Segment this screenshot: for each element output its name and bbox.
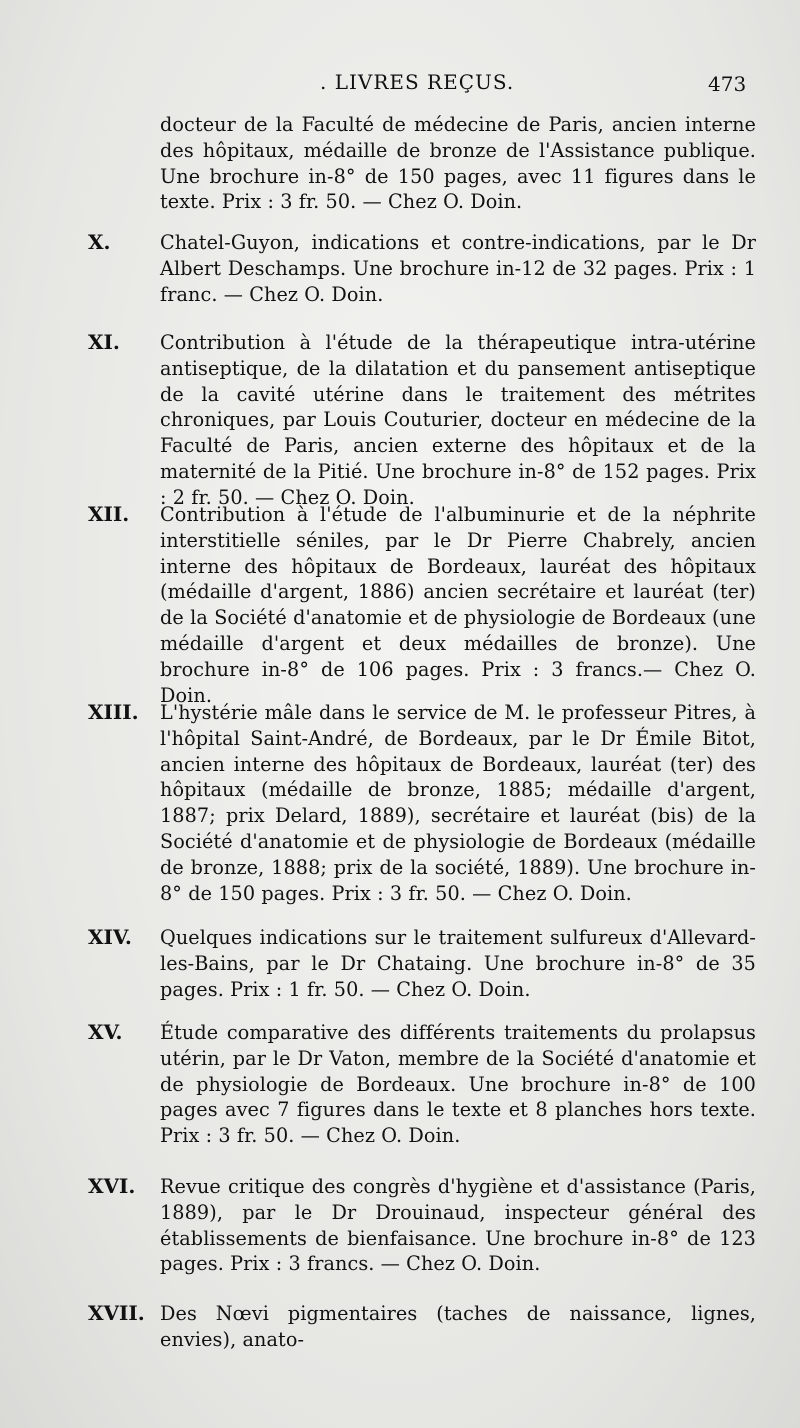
entry-number: XII. — [88, 502, 130, 526]
entry-text: Chatel-Guyon, indications et contre-indications, par le Dr Albert Deschamps. Une brochure in-12 de 32 pages. Prix : 1 franc. — Chez O. Doin. — [160, 231, 756, 306]
entry-number: XIV. — [88, 925, 132, 949]
entry-number: XVII. — [88, 1301, 145, 1325]
entry-text: Étude comparative des différents traitements du prolapsus utérin, par le Dr Vaton, membre de la Société d'anatomie et de physiologie de Bordeaux. Une brochure in-8° de 100 pages avec 7 figures dans le texte et 8 planches hors texte. Prix : 3 fr. 50. — Chez O. Doin. — [160, 1021, 756, 1148]
running-title: . LIVRES REÇUS. — [320, 70, 515, 94]
entry-number: X. — [88, 230, 111, 254]
entry-text: docteur de la Faculté de médecine de Paris, ancien interne des hôpitaux, médaille de bronze de l'Assistance publique. Une brochure in-8° de 150 pages, avec 11 figures dans le texte. Prix : 3 fr. 50. — Chez O. Doin. — [160, 113, 756, 214]
entry-text: Contribution à l'étude de l'albuminurie et de la néphrite interstitielle séniles, par le Dr Pierre Chabrely, ancien interne des hôpitaux de Bordeaux, lauréat des hôpitaux (médaille d'argent, 1886) ancien secrétaire et lauréat (ter) de la Société d'anatomie et de physiologie de Bordeaux (une médaille d'argent et deux médailles de bronze). Une brochure in-8° de 106 pages. Prix : 3 francs.— Chez O. Doin. — [160, 503, 756, 707]
entry-text: Des Nœvi pigmentaires (taches de naissance, lignes, envies), anato- — [160, 1302, 756, 1351]
entry-text: Quelques indications sur le traitement sulfureux d'Allevard-les-Bains, par le Dr Chataing. Une brochure in-8° de 35 pages. Prix : 1 fr. 50. — Chez O. Doin. — [160, 926, 756, 1001]
page-number: 473 — [708, 72, 747, 96]
entry-text: L'hystérie mâle dans le service de M. le professeur Pitres, à l'hôpital Saint-André, de Bordeaux, par le Dr Émile Bitot, ancien interne des hôpitaux de Bordeaux, lauréat (ter) des hôpitaux (médaille de bronze, 1885; médaille d'argent, 1887; prix Delard, 1889), secrétaire et lauréat (bis) de la Société d'anatomie et de physiologie de Bordeaux (médaille de bronze, 1888; prix de la société, 1889). Une brochure in-8° de 150 pages. Prix : 3 fr. 50. — Chez O. Doin. — [160, 701, 756, 905]
entry-text: Revue critique des congrès d'hygiène et d'assistance (Paris, 1889), par le Dr Drouinaud, inspecteur général des établissements de bienfaisance. Une brochure in-8° de 123 pages. Prix : 3 francs. — Chez O. Doin. — [160, 1175, 756, 1276]
page-header — [0, 70, 800, 100]
entry-text: Contribution à l'étude de la thérapeutique intra-utérine antiseptique, de la dilatation et du pansement antiseptique de la cavité utérine dans le traitement des métrites chroniques, par Louis Couturier, docteur en médecine de la Faculté de Paris, ancien externe des hôpitaux et de la maternité de la Pitié. Une brochure in-8° de 152 pages. Prix : 2 fr. 50. — Chez O. Doin. — [160, 331, 756, 509]
entry-number: XI. — [88, 330, 120, 354]
entry-number: XIII. — [88, 700, 139, 724]
entry-number: XV. — [88, 1020, 123, 1044]
entry-number: XVI. — [88, 1174, 136, 1198]
